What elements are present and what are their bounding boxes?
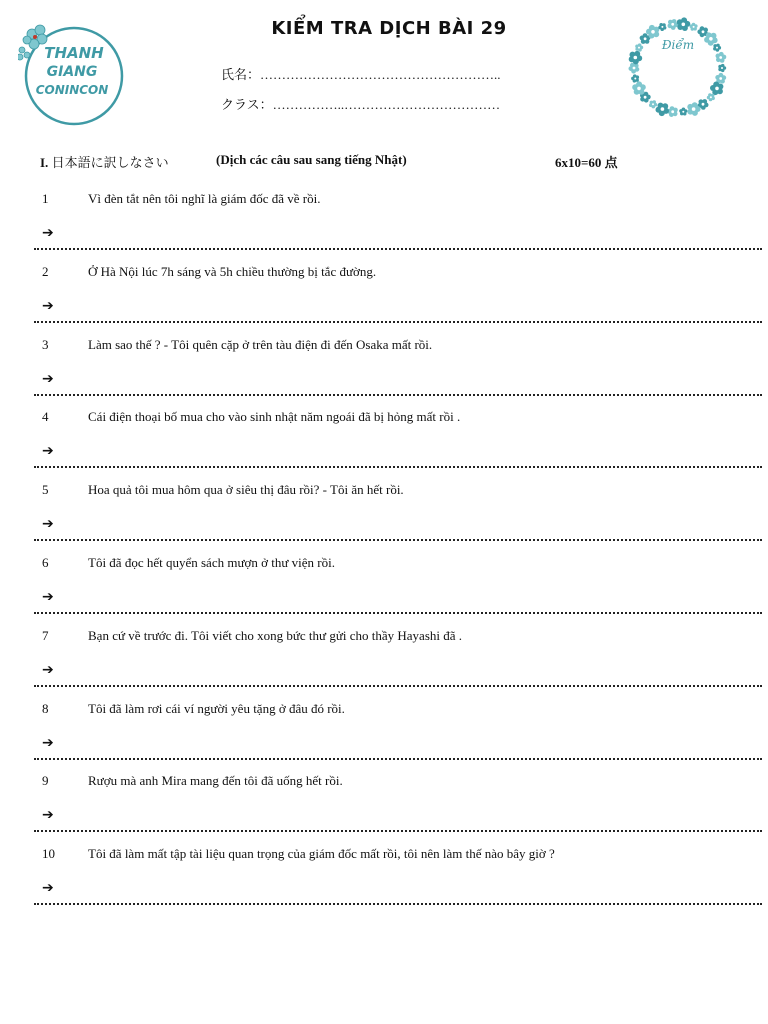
score-wreath	[622, 8, 742, 130]
question-text: Rượu mà anh Mira mang đến tôi đã uống hết rồi.	[88, 773, 343, 789]
class-field[interactable]: クラス：……………..………………………………	[221, 97, 501, 112]
answer-arrow-icon: ➔	[42, 807, 54, 824]
answer-arrow-icon: ➔	[42, 734, 54, 751]
section-number: I.	[40, 155, 49, 170]
wreath-flower-icon	[704, 32, 718, 45]
section-header	[40, 152, 740, 171]
wreath-flower-icon	[716, 52, 727, 63]
wreath-flower-icon	[656, 103, 670, 117]
logo-text-1: THANH	[44, 44, 104, 62]
answer-arrow-icon: ➔	[42, 589, 54, 605]
wreath-flower-icon	[677, 17, 691, 31]
answer-line[interactable]	[34, 758, 762, 760]
answer-line[interactable]	[34, 394, 762, 396]
question-item	[0, 773, 768, 845]
answer-line[interactable]	[34, 466, 762, 468]
question-number: 4	[42, 409, 49, 425]
score-label: Điểm	[661, 38, 695, 52]
answer-line[interactable]	[34, 685, 762, 687]
question-text: Tôi đã làm rơi cái ví người yêu tặng ở đâu đó rồi.	[88, 700, 345, 716]
question-number: 6	[42, 555, 49, 570]
question-number: 2	[42, 263, 49, 279]
question-number: 8	[42, 700, 49, 716]
question-item	[0, 264, 768, 336]
question-item	[0, 482, 768, 554]
question-number: 9	[42, 773, 49, 789]
answer-arrow-icon: ➔	[42, 443, 54, 460]
wreath-flower-icon	[690, 23, 698, 31]
answer-arrow-icon: ➔	[42, 225, 54, 241]
question-text: Tôi đã đọc hết quyển sách mượn ở thư viện rồi.	[88, 555, 335, 570]
wreath-flower-icon	[632, 81, 646, 94]
section-instruction-vi: (Dịch các câu sau sang tiếng Nhật)	[216, 152, 407, 167]
question-text: Vì đèn tắt nên tôi nghĩ là giám đốc đã về rồi.	[88, 191, 321, 206]
answer-arrow-icon: ➔	[42, 661, 54, 678]
wreath-flower-icon	[668, 19, 679, 30]
answer-line[interactable]	[34, 539, 762, 541]
question-number: 3	[42, 336, 49, 352]
wreath-flower-icon	[629, 51, 643, 65]
logo-text-2: GIANG	[46, 64, 98, 80]
question-item	[0, 337, 768, 409]
question-text: Tôi đã làm mất tập tài liệu quan trọng của giám đốc mất rồi, tôi nên làm thế nào bây giờ ?	[88, 846, 555, 862]
wreath-flower-icon	[718, 64, 726, 72]
question-number: 7	[42, 627, 49, 643]
wreath-flower-icon	[679, 108, 687, 116]
question-item	[0, 555, 768, 627]
wreath-flower-icon	[710, 82, 723, 96]
name-field[interactable]: 氏名：………………………………………………..	[221, 67, 501, 82]
question-number: 10	[42, 846, 55, 862]
question-number: 5	[42, 482, 49, 498]
question-item	[0, 701, 768, 773]
question-text: Hoa quả tôi mua hôm qua ở siêu thị đâu rồi? - Tôi ăn hết rồi.	[88, 482, 404, 498]
wreath-flower-icon	[713, 44, 721, 52]
answer-arrow-icon: ➔	[42, 516, 54, 533]
wreath-flower-icon	[631, 74, 639, 82]
wreath-flower-icon	[649, 100, 657, 108]
question-text: Bạn cứ về trước đi. Tôi viết cho xong bức thư gửi cho thầy Hayashi đã .	[88, 627, 463, 643]
section-instruction-jp: 日本語に訳しなさい	[51, 155, 169, 170]
answer-line[interactable]	[34, 321, 762, 323]
wreath-flower-icon	[629, 63, 640, 74]
answer-arrow-icon: ➔	[42, 370, 54, 387]
question-text: Ở Hà Nội lúc 7h sáng và 5h chiều thường bị tắc đường.	[88, 263, 377, 279]
answer-line[interactable]	[34, 903, 762, 905]
answer-line[interactable]	[34, 248, 762, 250]
page-title: KIỂM TRA DỊCH BÀI 29	[271, 18, 507, 39]
question-text: Cái điện thoại bố mua cho vào sinh nhật năm ngoái đã bị hỏng mất rồi .	[88, 409, 461, 425]
wreath-flower-icon	[707, 93, 715, 101]
section-points: 6x10=60 点	[555, 155, 618, 170]
answer-line[interactable]	[34, 830, 762, 832]
logo-text-3: CONINCON	[35, 83, 109, 97]
wreath-flower-icon	[658, 23, 666, 31]
answer-line[interactable]	[34, 612, 762, 614]
question-item	[0, 409, 768, 481]
question-number: 1	[42, 191, 49, 206]
question-item	[0, 628, 768, 700]
question-item	[0, 846, 768, 918]
question-item	[0, 191, 768, 263]
answer-arrow-icon: ➔	[42, 880, 54, 897]
answer-arrow-icon: ➔	[42, 297, 54, 314]
question-text: Làm sao thế ? - Tôi quên cặp ở trên tàu điện đi đến Osaka mất rồi.	[88, 336, 433, 352]
wreath-flower-icon	[635, 43, 643, 51]
